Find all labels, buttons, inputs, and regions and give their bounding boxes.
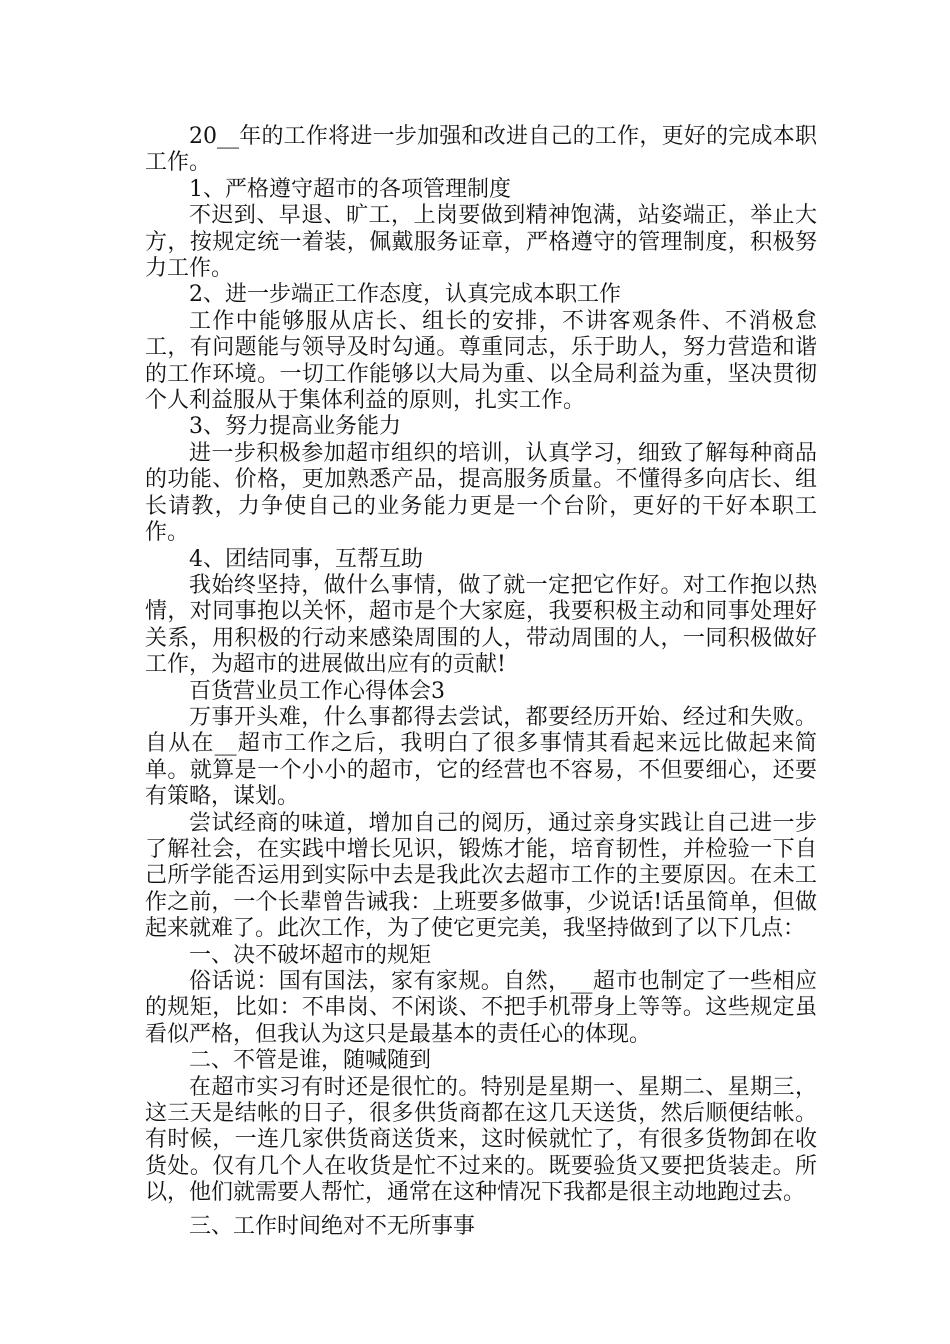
paragraph: 俗话说：国有国法，家有家规。自然，__超市也制定了一些相应的规矩，比如：不串岗、不闲谈、不把手机带身上等等。这些规定虽看似严格，但我认为这只是最基本的责任心的体现。 [145,969,817,1047]
section-heading: 3、努力提高业务能力 [189,414,401,440]
paragraph: 不迟到、早退、旷工，上岗要做到精神饱满，站姿端正，举止大方，按规定统一着装，佩戴服务证章，严格遵守的管理制度，积极努力工作。 [145,203,817,282]
paragraph: 尝试经商的味道，增加自己的阅历，通过亲身实践让自己进一步了解社会，在实践中增长见识，锻炼才能，培育韧性，并检验一下自己所学能否运用到实际中去是我此次去超市工作的主要原因。在未工作之前，一个长辈曾告诫我：上班要多做事，少说话!话虽简单，但做起来就难了。此次工作，为了使它更完美，我坚持做到了以下几点： [145,810,817,942]
section-heading: 一、决不破坏超市的规矩 [189,942,432,968]
section-heading: 2、进一步端正工作态度，认真完成本职工作 [189,282,621,308]
paragraph: 万事开头难，什么事都得去尝试，都要经历开始、经过和失败。自从在__超市工作之后，我明白了很多事情其看起来远比做起来简单。就算是一个小小的超市，它的经营也不容易，不但要细心，还要有策略，谋划。 [145,704,817,810]
paragraph: 20__年的工作将进一步加强和改进自己的工作，更好的完成本职工作。 [145,124,817,176]
paragraph: 进一步积极参加超市组织的培训，认真学习，细致了解每种商品的功能、价格，更加熟悉产品，提高服务质量。不懂得多向店长、组长请教，力争使自己的业务能力更是一个台阶，更好的干好本职工作。 [145,440,817,546]
section-heading: 三、工作时间绝对不无所事事 [189,1213,476,1239]
section-heading: 二、不管是谁，随喊随到 [189,1048,432,1074]
document-body [145,124,817,1240]
section-heading: 4、团结同事，互帮互助 [189,546,423,572]
paragraph: 在超市实习有时还是很忙的。特别是星期一、星期二、星期三，这三天是结帐的日子，很多供货商都在这几天送货，然后顺便结帐。有时候，一连几家供货商送货来，这时候就忙了，有很多货物卸在收货处。仅有几个人在收货是忙不过来的。既要验货又要把货装走。所以，他们就需要人帮忙，通常在这种情况下我都是很主动地跑过去。 [145,1074,817,1206]
section-heading: 1、严格遵守超市的各项管理制度 [189,176,511,202]
paragraph: 工作中能够服从店长、组长的安排，不讲客观条件、不消极怠工，有问题能与领导及时勾通。尊重同志，乐于助人，努力营造和谐的工作环境。一切工作能够以大局为重、以全局利益为重，坚决贯彻个人利益服从于集体利益的原则，扎实工作。 [145,308,817,414]
article-title: 百货营业员工作心得体会3 [189,678,445,704]
paragraph: 我始终坚持，做什么事情，做了就一定把它作好。对工作抱以热情，对同事抱以关怀，超市是个大家庭，我要积极主动和同事处理好关系，用积极的行动来感染周围的人，带动周围的人，一同积极做好工作，为超市的进展做出应有的贡献! [145,572,817,678]
